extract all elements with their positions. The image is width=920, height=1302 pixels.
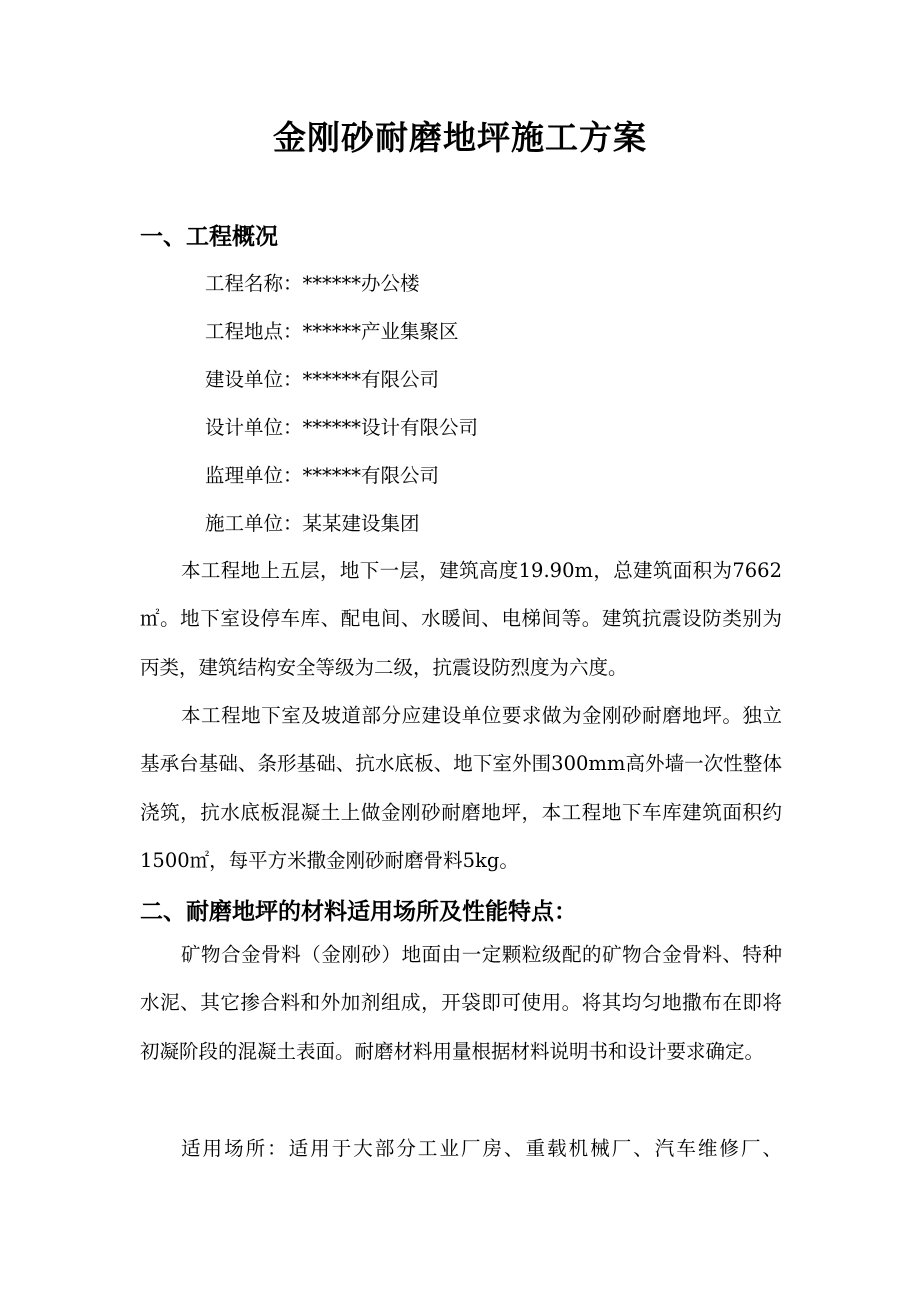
info-supervisor: 监理单位：******有限公司 bbox=[205, 464, 440, 487]
section-heading-overview: 一、工程概况 bbox=[140, 223, 278, 250]
paragraph-building-overview: 本工程地上五层，地下一层，建筑高度19.90m，总建筑面积为7662㎡。地下室设停车库、配电间、水暖间、电梯间等。建筑抗震设防类别为丙类，建筑结构安全等级为二级，抗震设防烈度为六度。 bbox=[140, 559, 782, 679]
document-title: 金刚砂耐磨地坪施工方案 bbox=[273, 118, 647, 157]
paragraph-applicable-places: 适用场所：适用于大部分工业厂房、重载机械厂、汽车维修厂、 bbox=[181, 1137, 782, 1160]
info-designer: 设计单位：******设计有限公司 bbox=[205, 416, 479, 439]
info-project-location: 工程地点：******产业集聚区 bbox=[205, 320, 459, 343]
info-contractor: 施工单位：某某建设集团 bbox=[205, 512, 420, 535]
info-project-name: 工程名称：******办公楼 bbox=[205, 272, 420, 295]
section-heading-materials: 二、耐磨地坪的材料适用场所及性能特点： bbox=[140, 898, 577, 925]
paragraph-material-description: 矿物合金骨料（金刚砂）地面由一定颗粒级配的矿物合金骨料、特种水泥、其它掺合料和外加剂组成，开袋即可使用。将其均匀地撒布在即将初凝阶段的混凝土表面。耐磨材料用量根据材料说明书和设计要求确定。 bbox=[140, 943, 782, 1063]
info-owner: 建设单位：******有限公司 bbox=[205, 368, 440, 391]
paragraph-floor-scope: 本工程地下室及坡道部分应建设单位要求做为金刚砂耐磨地坪。独立基承台基础、条形基础、抗水底板、地下室外围300mm高外墙一次性整体浇筑，抗水底板混凝土上做金刚砂耐磨地坪，本工程地下车库建筑面积约1500㎡，每平方米撒金刚砂耐磨骨料5kg。 bbox=[140, 704, 782, 872]
